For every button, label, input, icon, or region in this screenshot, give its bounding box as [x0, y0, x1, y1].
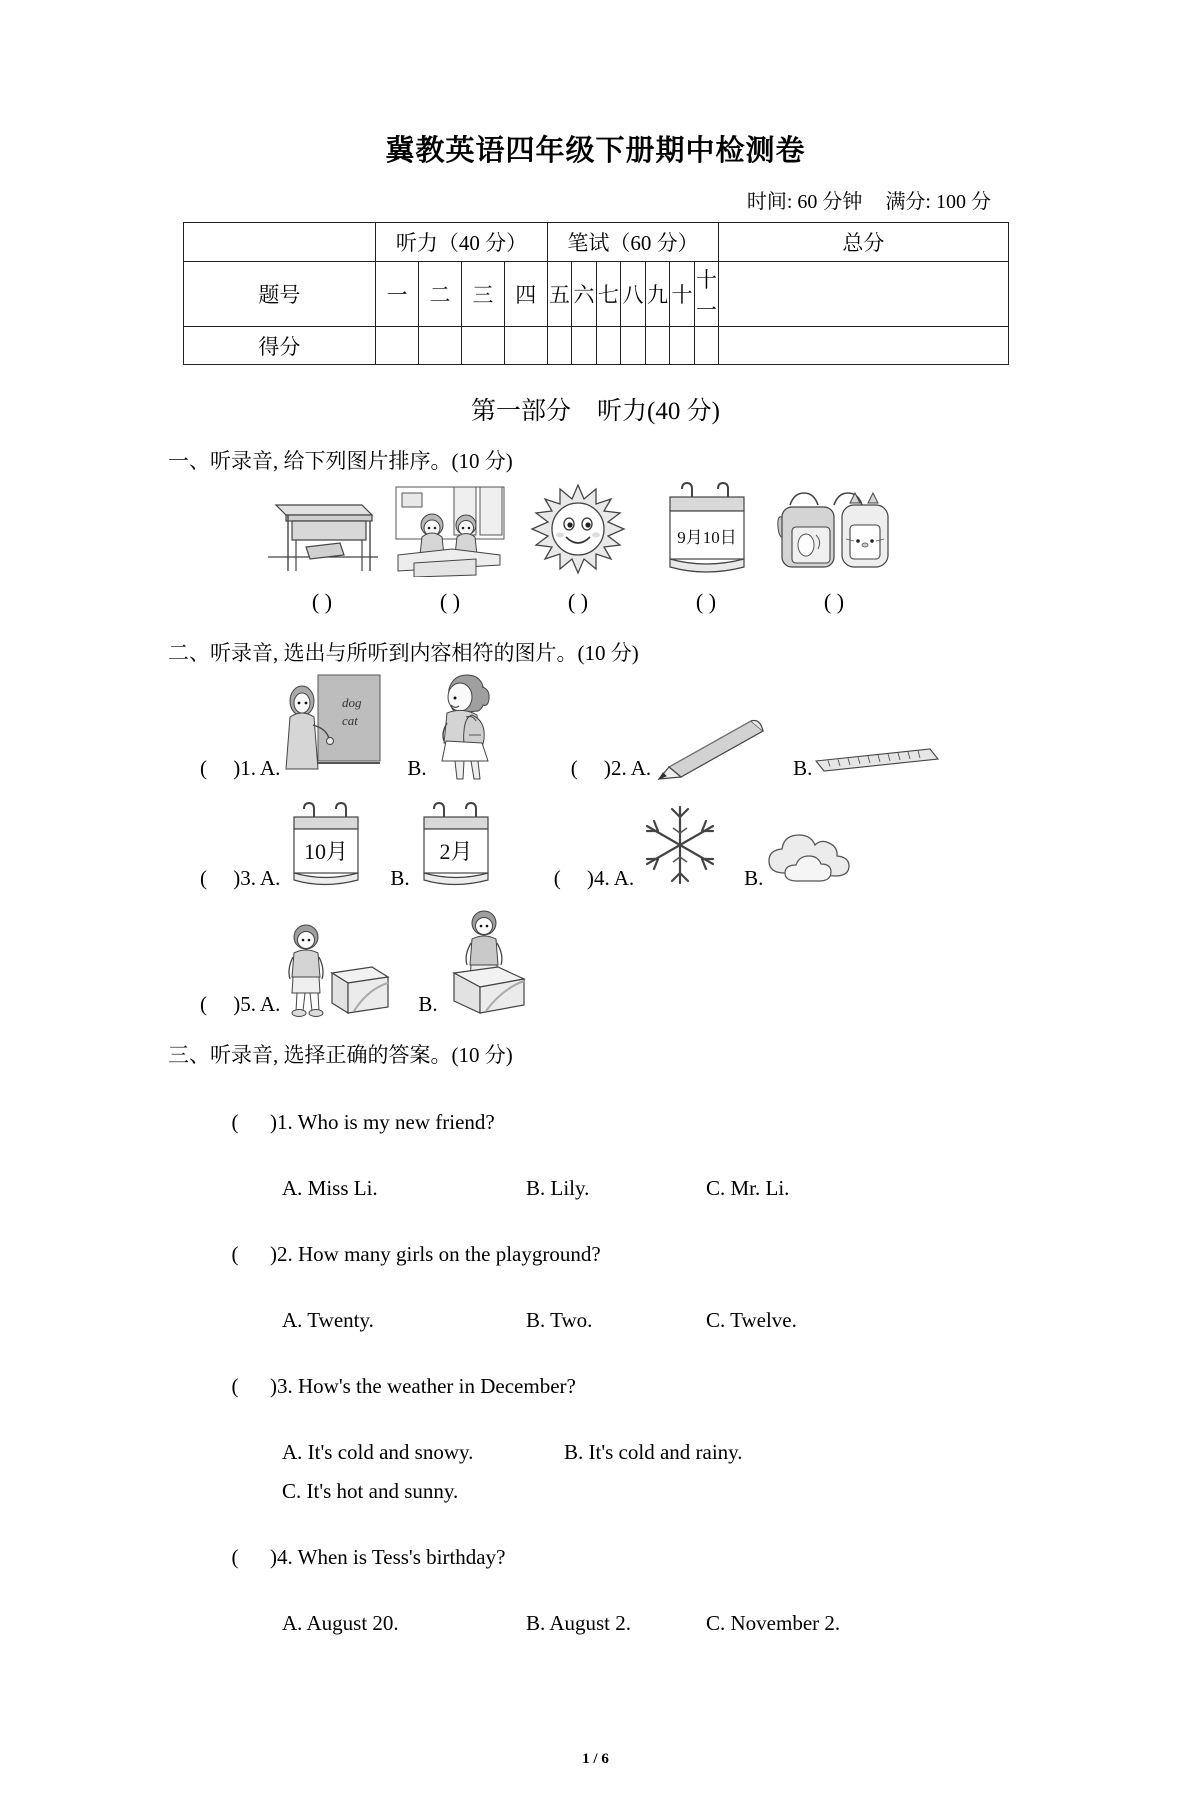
option-b-label: B.: [407, 756, 427, 780]
question-line: [200, 1085, 1191, 1160]
part-one-heading: [0, 391, 1191, 427]
score-col-1: 一: [376, 262, 419, 327]
score-col-10: 十: [670, 262, 695, 327]
score-cell[interactable]: [504, 327, 547, 365]
question-2: [0, 1217, 1191, 1333]
score-col-2: 二: [419, 262, 462, 327]
blackboard-word-cat: cat: [342, 713, 359, 728]
image-students-in-classroom: [386, 481, 514, 577]
score-cell[interactable]: [645, 327, 670, 365]
score-cell[interactable]: [670, 327, 695, 365]
question-options: [200, 1308, 1191, 1333]
question-stem: When is Tess's birthday?: [292, 1545, 506, 1569]
option-b[interactable]: B. August 2.: [526, 1611, 632, 1635]
image-calendar-february: [410, 799, 502, 891]
section-two-item-5-row: [0, 909, 1191, 1017]
answer-blank[interactable]: ( ): [200, 866, 241, 890]
image-calendar-october: [280, 799, 372, 891]
score-cell[interactable]: [694, 327, 719, 365]
image-snowflake: [634, 799, 726, 891]
option-b[interactable]: B. Two.: [526, 1308, 593, 1332]
option-b-label: B.: [418, 992, 438, 1016]
question-3: [0, 1349, 1191, 1504]
score-col-3: 三: [461, 262, 504, 327]
option-b[interactable]: B. Lily.: [526, 1176, 590, 1200]
answer-blank[interactable]: ( ): [823, 589, 845, 614]
part-one-name: 听力(40 分): [597, 398, 720, 425]
option-c[interactable]: C. Mr. Li.: [706, 1176, 790, 1200]
answer-blank[interactable]: ( ): [695, 589, 717, 614]
exam-page: [0, 128, 1191, 1812]
score-total-cell-header: [719, 262, 1008, 327]
option-a[interactable]: A. August 20.: [282, 1611, 399, 1635]
score-col-11: 十一: [694, 262, 719, 327]
answer-blank[interactable]: ( ): [200, 992, 241, 1016]
section-two-heading: 二、听录音, 选出与所听到内容相符的图片。(10 分): [168, 641, 639, 665]
score-col-8: 八: [621, 262, 646, 327]
image-calendar-sept-10: [642, 481, 770, 577]
score-cell[interactable]: [572, 327, 597, 365]
score-col-9: 九: [645, 262, 670, 327]
calendar-date-text: 9月10日: [677, 528, 737, 547]
page-footer: 1 / 6: [582, 1751, 609, 1767]
score-table-corner: [183, 223, 376, 262]
image-pencil: [651, 717, 769, 781]
score-cell[interactable]: [461, 327, 504, 365]
answer-blank[interactable]: ( ): [553, 866, 594, 890]
score-cell[interactable]: [547, 327, 572, 365]
image-clouds: [763, 817, 871, 891]
option-a[interactable]: A. It's cold and snowy.: [282, 1440, 474, 1464]
section-one-heading: 一、听录音, 给下列图片排序。(10 分): [168, 449, 513, 473]
question-number: 3.: [277, 1374, 293, 1398]
answer-blank[interactable]: ( ): [200, 756, 241, 780]
answer-blank[interactable]: ( ): [439, 589, 461, 614]
option-b-label: B.: [744, 866, 764, 890]
option-a-label: A.: [630, 756, 652, 780]
question-stem: Who is my new friend?: [292, 1110, 495, 1134]
score-table: [183, 222, 1009, 365]
section-one-answer-row: [0, 577, 1191, 615]
question-line: [200, 1349, 1191, 1424]
score-col-4: 四: [504, 262, 547, 327]
answer-blank[interactable]: ( ): [231, 1374, 277, 1398]
image-teacher-at-blackboard: [280, 673, 385, 781]
question-options: [200, 1611, 1191, 1636]
option-c[interactable]: C. Twelve.: [706, 1308, 797, 1332]
row-number-label: 题号: [183, 262, 376, 327]
page-title: 冀教英语四年级下册期中检测卷: [385, 135, 806, 167]
blackboard-word-dog: dog: [342, 695, 362, 710]
score-group-listening: 听力（40 分）: [376, 223, 548, 262]
item-number: 2.: [610, 756, 627, 780]
section-one-image-row: [0, 481, 1191, 577]
score-group-written: 笔试（60 分）: [547, 223, 719, 262]
question-4: [0, 1520, 1191, 1636]
image-smiling-sun: [514, 481, 642, 577]
answer-blank[interactable]: ( ): [570, 756, 611, 780]
image-two-backpacks: [770, 481, 898, 577]
question-options: [200, 1176, 1191, 1201]
image-girl-with-backpack-walking: [427, 673, 505, 781]
calendar-month-text: 2月: [439, 839, 473, 864]
calendar-month-text: 10月: [304, 839, 349, 864]
answer-blank[interactable]: ( ): [311, 589, 333, 614]
full-score-label: 满分: 100 分: [885, 191, 991, 213]
row-score-label: 得分: [183, 327, 376, 365]
answer-blank[interactable]: ( ): [231, 1242, 277, 1266]
part-one-label: 第一部分: [471, 398, 572, 425]
question-1: [0, 1085, 1191, 1201]
image-ruler: [812, 741, 940, 781]
section-three-heading: 三、听录音, 选择正确的答案。(10 分): [168, 1043, 513, 1067]
score-cell[interactable]: [621, 327, 646, 365]
score-cell[interactable]: [419, 327, 462, 365]
option-a-label: A.: [260, 756, 281, 780]
image-desk-with-eraser: [258, 481, 386, 577]
question-stem: How many girls on the playground?: [292, 1242, 601, 1266]
item-number: 3.: [240, 866, 256, 890]
answer-blank[interactable]: ( ): [567, 589, 589, 614]
option-c[interactable]: C. November 2.: [706, 1611, 841, 1635]
score-col-5: 五: [547, 262, 572, 327]
time-label: 时间: 60 分钟: [746, 191, 863, 213]
score-cell[interactable]: [376, 327, 419, 365]
item-number: 4.: [593, 866, 610, 890]
question-number: 2.: [277, 1242, 293, 1266]
option-b-label: B.: [390, 866, 410, 890]
score-col-6: 六: [572, 262, 597, 327]
option-a-label: A.: [260, 866, 281, 890]
question-line: [200, 1217, 1191, 1292]
answer-blank[interactable]: ( ): [231, 1110, 277, 1134]
item-number: 5.: [240, 992, 256, 1016]
image-boy-beside-box: [280, 921, 392, 1017]
score-cell[interactable]: [596, 327, 621, 365]
option-a-label: A.: [613, 866, 635, 890]
question-number: 1.: [277, 1110, 293, 1134]
answer-blank[interactable]: ( ): [231, 1545, 277, 1569]
option-a[interactable]: A. Miss Li.: [282, 1176, 378, 1200]
score-total-cell[interactable]: [719, 327, 1008, 365]
section-two-item-3-4-row: [0, 799, 1191, 891]
question-number: 4.: [277, 1545, 293, 1569]
option-a-label: A.: [260, 992, 281, 1016]
option-b[interactable]: B. It's cold and rainy.: [564, 1440, 743, 1464]
question-stem: How's the weather in December?: [292, 1374, 576, 1398]
item-number: 1.: [240, 756, 256, 780]
image-boy-on-box: [438, 909, 530, 1017]
question-options: [200, 1440, 1191, 1465]
question-options-second-line: [200, 1479, 1191, 1504]
option-c[interactable]: C. It's hot and sunny.: [282, 1479, 459, 1503]
question-line: [200, 1520, 1191, 1595]
section-two-item-1-2-row: [0, 673, 1191, 781]
option-b-label: B.: [793, 756, 813, 780]
score-col-7: 七: [596, 262, 621, 327]
exam-meta: [0, 185, 991, 214]
score-group-total: 总分: [719, 223, 1008, 262]
option-a[interactable]: A. Twenty.: [282, 1308, 374, 1332]
